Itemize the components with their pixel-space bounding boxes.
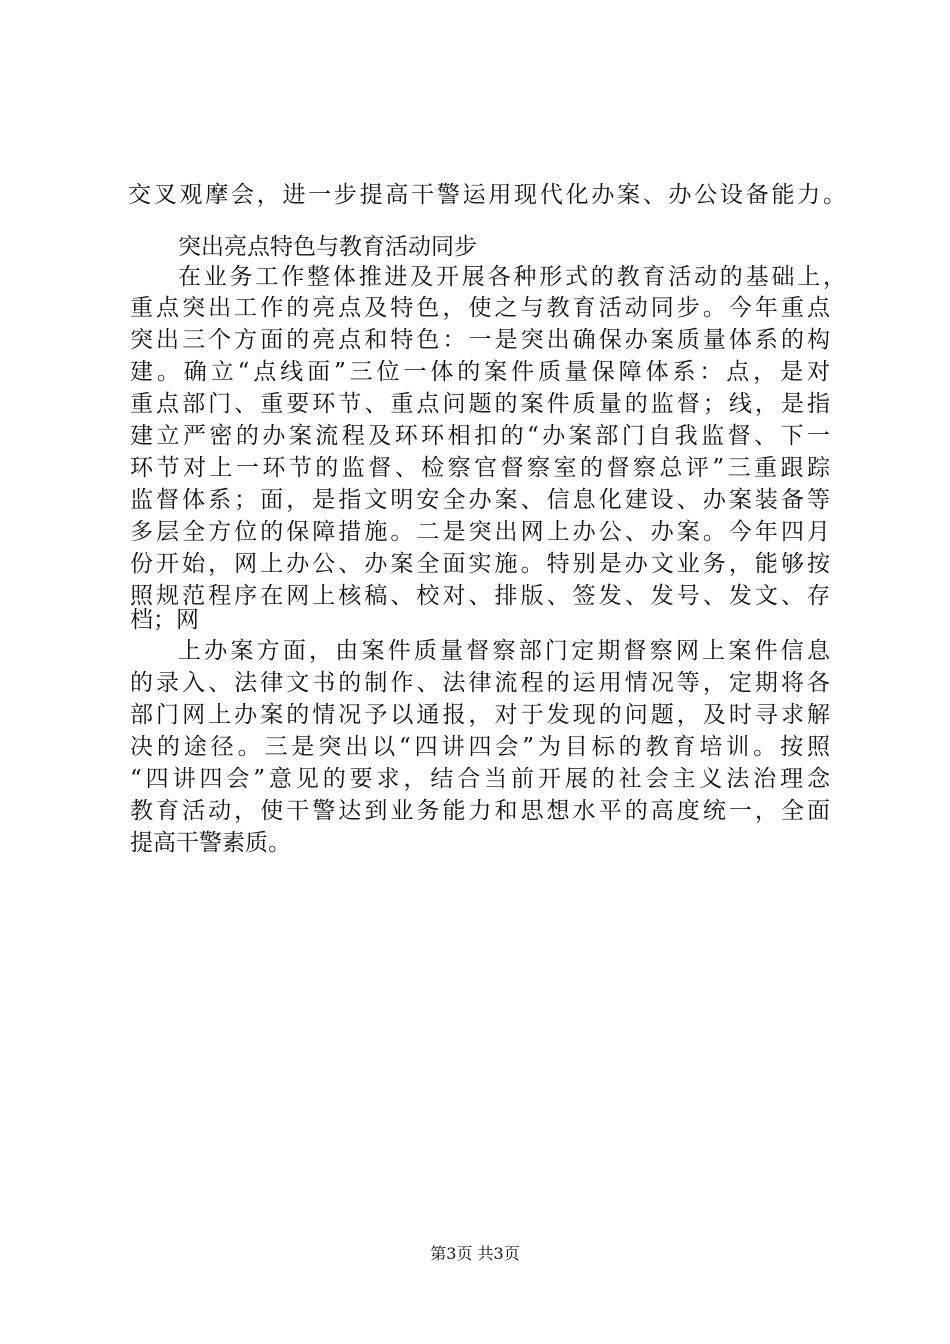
text-line: 建。确立“点线面”三位一体的案件质量保障体系：点，是对: [130, 359, 830, 385]
text-line: 交叉观摩会，进一步提高干警运用现代化办案、办公设备能力。: [128, 182, 846, 208]
text-line: 照规范程序在网上核稿、校对、排版、签发、发号、发文、存: [130, 583, 830, 609]
text-line: 决的途径。三是突出以“四讲四会”为目标的教育培训。按照: [130, 734, 830, 760]
text-line: 重点突出工作的亮点及特色，使之与教育活动同步。今年重点: [130, 295, 830, 321]
section-heading: 突出亮点特色与教育活动同步: [178, 234, 477, 260]
text-line: “四讲四会”意见的要求，结合当前开展的社会主义法治理念: [130, 766, 830, 792]
text-line: 的录入、法律文书的制作、法律流程的运用情况等，定期将各: [130, 670, 830, 696]
text-line: 重点部门、重要环节、重点问题的案件质量的监督；线，是指: [130, 391, 830, 417]
text-line: 部门网上办案的情况予以通报，对于发现的问题，及时寻求解: [130, 702, 830, 728]
text-line: 在业务工作整体推进及开展各种形式的教育活动的基础上，: [178, 264, 846, 290]
text-line: 提高干警素质。: [130, 830, 291, 856]
page-number-footer: 第3页 共3页: [430, 1244, 520, 1263]
text-line: 上办案方面，由案件质量督察部门定期督察网上案件信息: [178, 638, 830, 664]
text-line: 份开始，网上办公、办案全面实施。特别是办文业务，能够按: [130, 551, 830, 577]
text-line: 环节对上一环节的监督、检察官督察室的督察总评”三重跟踪: [130, 455, 830, 481]
text-line: 档；网: [130, 607, 199, 633]
text-line: 教育活动，使干警达到业务能力和思想水平的高度统一，全面: [130, 798, 830, 824]
text-line: 监督体系；面，是指文明安全办案、信息化建设、办案装备等: [130, 487, 830, 513]
text-line: 多层全方位的保障措施。二是突出网上办公、办案。今年四月: [130, 519, 830, 545]
text-line: 建立严密的办案流程及环环相扣的“办案部门自我监督、下一: [130, 423, 830, 449]
text-line: 突出三个方面的亮点和特色：一是突出确保办案质量体系的构: [130, 327, 830, 353]
